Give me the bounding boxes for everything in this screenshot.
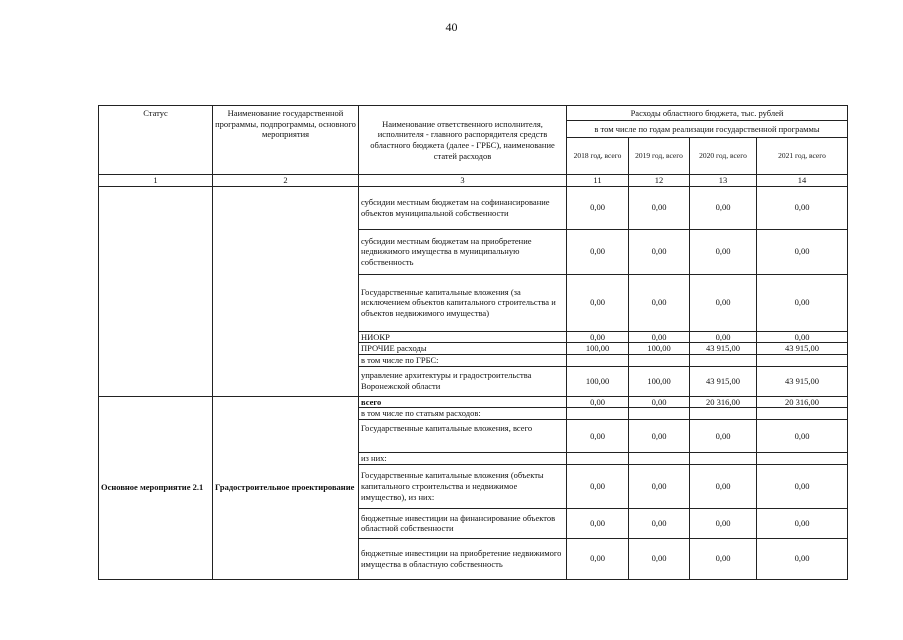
expense-item-name: Государственные капитальные вложения (за исключением объектов капитального строительства и объектов недвижимого имущества) — [359, 274, 567, 331]
value-cell — [690, 453, 757, 465]
value-cell — [629, 354, 690, 366]
value-cell — [567, 453, 629, 465]
value-cell: 0,00 — [567, 186, 629, 229]
column-number: 14 — [757, 175, 848, 187]
budget-table — [98, 105, 848, 580]
value-cell: 0,00 — [629, 420, 690, 453]
value-cell: 0,00 — [757, 186, 848, 229]
value-cell: 0,00 — [567, 538, 629, 579]
value-cell — [567, 354, 629, 366]
value-cell: 0,00 — [629, 538, 690, 579]
value-cell: 0,00 — [690, 186, 757, 229]
value-cell: 0,00 — [757, 464, 848, 508]
expense-item-name: Государственные капитальные вложения (объекты капитального строительства и недвижимое имущество), из них: — [359, 464, 567, 508]
column-number: 11 — [567, 175, 629, 187]
value-cell: 0,00 — [690, 274, 757, 331]
expense-item-name: из них: — [359, 453, 567, 465]
value-cell: 0,00 — [757, 229, 848, 274]
value-cell: 100,00 — [629, 366, 690, 396]
expense-item-name: всего — [359, 396, 567, 408]
value-cell: 0,00 — [690, 464, 757, 508]
expense-item-name: в том числе по ГРБС: — [359, 354, 567, 366]
column-number: 2 — [213, 175, 359, 187]
column-number: 12 — [629, 175, 690, 187]
value-cell: 0,00 — [567, 464, 629, 508]
header-status: Статус — [99, 106, 213, 175]
value-cell: 43 915,00 — [690, 343, 757, 355]
program-cell: Градостроительное проектирование — [213, 396, 359, 579]
value-cell — [757, 453, 848, 465]
value-cell: 43 915,00 — [757, 366, 848, 396]
value-cell — [629, 453, 690, 465]
value-cell — [690, 408, 757, 420]
value-cell: 20 316,00 — [690, 396, 757, 408]
header-executor: Наименование ответственного исполнителя, исполнителя - главного распорядителя средств областного бюджета (далее - ГРБС), наименование статей расходов — [359, 106, 567, 175]
value-cell: 0,00 — [567, 508, 629, 538]
value-cell: 0,00 — [690, 229, 757, 274]
value-cell: 0,00 — [629, 274, 690, 331]
value-cell: 0,00 — [567, 396, 629, 408]
value-cell: 0,00 — [690, 538, 757, 579]
expense-item-name: субсидии местным бюджетам на софинансирование объектов муниципальной собственности — [359, 186, 567, 229]
value-cell — [757, 354, 848, 366]
header-expenses: Расходы областного бюджета, тыс. рублей — [567, 106, 848, 121]
value-cell — [757, 408, 848, 420]
value-cell: 0,00 — [757, 420, 848, 453]
value-cell: 100,00 — [567, 343, 629, 355]
value-cell: 0,00 — [690, 420, 757, 453]
value-cell — [567, 408, 629, 420]
value-cell: 0,00 — [567, 229, 629, 274]
expense-item-name: Государственные капитальные вложения, всего — [359, 420, 567, 453]
value-cell: 0,00 — [757, 331, 848, 343]
value-cell: 0,00 — [690, 508, 757, 538]
value-cell: 0,00 — [629, 186, 690, 229]
header-year: 2021 год, всего — [757, 138, 848, 175]
expense-item-name: ПРОЧИЕ расходы — [359, 343, 567, 355]
expense-item-name: НИОКР — [359, 331, 567, 343]
expense-item-name: субсидии местным бюджетам на приобретение недвижимого имущества в муниципальную собственность — [359, 229, 567, 274]
value-cell: 100,00 — [629, 343, 690, 355]
value-cell: 100,00 — [567, 366, 629, 396]
column-number: 1 — [99, 175, 213, 187]
value-cell: 0,00 — [567, 331, 629, 343]
status-cell: Основное мероприятие 2.1 — [99, 396, 213, 579]
value-cell: 0,00 — [757, 508, 848, 538]
expense-item-name: бюджетные инвестиции на приобретение недвижимого имущества в областную собственность — [359, 538, 567, 579]
value-cell: 20 316,00 — [757, 396, 848, 408]
value-cell: 0,00 — [629, 229, 690, 274]
column-number: 3 — [359, 175, 567, 187]
expense-item-name: бюджетные инвестиции на финансирование объектов областной собственности — [359, 508, 567, 538]
value-cell: 0,00 — [629, 508, 690, 538]
value-cell: 0,00 — [757, 274, 848, 331]
value-cell: 0,00 — [567, 420, 629, 453]
header-program-name: Наименование государственной программы, подпрограммы, основного мероприятия — [213, 106, 359, 175]
value-cell: 43 915,00 — [690, 366, 757, 396]
value-cell: 0,00 — [629, 331, 690, 343]
table-row — [99, 186, 848, 229]
expense-item-name: управление архитектуры и градостроительства Воронежской области — [359, 366, 567, 396]
value-cell — [629, 408, 690, 420]
status-cell — [99, 186, 213, 396]
value-cell: 0,00 — [629, 396, 690, 408]
header-year: 2018 год, всего — [567, 138, 629, 175]
value-cell — [690, 354, 757, 366]
header-year: 2019 год, всего — [629, 138, 690, 175]
value-cell: 0,00 — [690, 331, 757, 343]
table-row — [99, 396, 848, 408]
column-number: 13 — [690, 175, 757, 187]
page-number: 40 — [445, 20, 458, 34]
column-number-row — [99, 175, 848, 187]
header-by-years: в том числе по годам реализации государственной программы — [567, 121, 848, 138]
value-cell: 0,00 — [567, 274, 629, 331]
header-row — [99, 106, 848, 121]
program-cell — [213, 186, 359, 396]
expense-item-name: в том числе по статьям расходов: — [359, 408, 567, 420]
value-cell: 0,00 — [629, 464, 690, 508]
value-cell: 0,00 — [757, 538, 848, 579]
header-year: 2020 год, всего — [690, 138, 757, 175]
value-cell: 43 915,00 — [757, 343, 848, 355]
